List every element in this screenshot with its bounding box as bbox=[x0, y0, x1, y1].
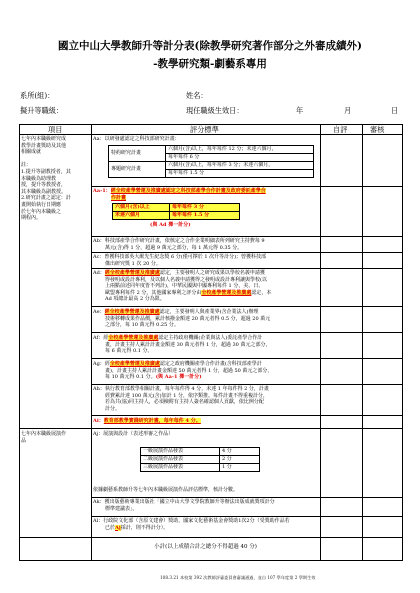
name-label: 姓名： bbox=[186, 91, 208, 100]
aa1-note: (與 Ad 擇一計分) bbox=[150, 222, 191, 228]
section-performance-label: 七年內本職級展演作 品 bbox=[21, 431, 67, 444]
rank-label: 擬升等職級： bbox=[20, 106, 64, 115]
criterion-af: Af：經全校產學營運及推廣處認定主持政府機關(企業與法人)委託產學合作計 畫，計畫主持人累計計畫金額達 30 萬元者得 1 分，超過 30 萬元之部分， 每 6 萬元得 0.1 分。 bbox=[93, 335, 271, 355]
day-label: 日 bbox=[391, 106, 399, 115]
subtotal-label: 小計(以上成積合計之總分不得超過 40 分) bbox=[154, 544, 257, 550]
criterion-ad: Ad：經全校產學營運及推廣處認定，主要發明人之研究成果以學校名義申請獲 得發明或設計專利，及以個人名義申請獲得之發明或設計專利讓與學校(以 上兩點前述同年度皆不列計)，中華民國與中國專利每件 1 分，美、日、 歐盟專利每件 2 分，其他國家專利之評分由全校產學營運及推廣處認定，本 Ad 項總計最高 2 分為限。 bbox=[93, 270, 272, 303]
criterion-ak: Ak：獲出版藝術專業出版社「國立中山大學文學院教師升等辦法出版成就獎項計分 標準建議表」。 bbox=[93, 499, 275, 512]
criterion-aa1: Aa-1：經全校產學營運及推廣處認定之科技部產學合作計畫及政府委託產學合 作計畫 bbox=[93, 188, 266, 201]
month-label: 月 bbox=[344, 106, 352, 115]
criterion-aj: Aj：展演與設計（表述形審之作品） bbox=[93, 431, 174, 437]
table-row: 一級展演作品發表 4 分 bbox=[141, 448, 260, 456]
dept-label: 系所(組)： bbox=[20, 91, 55, 100]
criterion-ah: Ah：執行教育部教學相關計畫，每年每件得 4 分，未達 1 年每件得 2 分，計畫 經費累計達 100 萬元(含)加計 1 分，依序類推。每件計畫不得重複計分， 若為共(協)同主持人，必須檢附有主持人簽名確認個人貢獻，依比例分配 計分。 bbox=[93, 386, 269, 412]
table-row: 二級展演作品發表 2 分 bbox=[141, 456, 260, 464]
year-label: 年 bbox=[296, 106, 304, 115]
criterion-ac: Ac：曾獲科技部吳大猷先生紀念獎 6 分(僅可擇於 1 次升等計分)；曾獲科技部 傑出研究獎 1 次 20 分。 bbox=[93, 254, 267, 267]
criterion-ae: Ae：經全校產學營運及推廣處認定，主要發明人與產業界(含企業法人)辦理 技術移轉成果作品價，累計核撥金額達 20 萬元者得 0.5 分，超過 20 萬元 之部分，每 10 萬元得 0.25 分。 bbox=[93, 309, 271, 329]
column-criteria-header: 評分標準 bbox=[190, 125, 219, 134]
aj-note: 依據劇藝系教師升等七年內本職級展演作品評估標準，核計分數。 bbox=[93, 487, 239, 493]
aa-plan-table: 特約研究計畫 六個月(含)以上，每年每件 12 分；未達六個月， 每年每件 6 分 專題研究計畫 六個月(含)以上，每年每件 3 分；未達六個月， 每年每件 1.5 分 bbox=[108, 145, 314, 178]
page-subtitle: -教學研究類-劇藝系專用 bbox=[153, 58, 267, 70]
column-self-header: 自評 bbox=[333, 125, 348, 134]
aa1-table: 六個月(含)以上 每年每件 3 分 未達六個月 每年每件 1.5 分 bbox=[112, 203, 240, 220]
table-row: 三級展演作品發表 1 分 bbox=[141, 464, 260, 472]
section-research-label: 七年內本職級研究成 教學計畫獎助及其他 相關成就 註： 1.提升等副教授者，其 本職級為助理教 授，提升等教授者， 其本職級為副教授。 2.研究計畫之認定：計 畫開始執行日期應 於七年內本職級之 期程內。 bbox=[21, 136, 71, 222]
aj-level-table bbox=[140, 447, 260, 472]
criterion-ai: Ai：教育部教學實踐研究計畫，每年每件 4 分。 bbox=[93, 418, 201, 424]
criterion-aa: Aa：以研發處認定之科技部研究計畫： bbox=[93, 136, 180, 142]
current-rank-date-label: 現任職級生效日： bbox=[186, 106, 244, 115]
column-item-header: 項目 bbox=[48, 125, 63, 134]
criterion-ag: Ag：經全校產學營運及推廣處認定之政府機關產學合作計畫(含科技部產學計 畫)，計畫主持人累計計畫金額達 50 萬元者得 1 分，超過 50 萬元之部分， 每 10 萬元得 0.1 分。(與 Aa-1 擇一計分) bbox=[93, 361, 273, 381]
criterion-ab: Ab：科技部產學合作研究計畫，依核定之合作企業明細表所列研究主持費每 9 萬元(含)得 1 分，超過 9 萬元之部分，每 1 萬元得 0.35 分。 bbox=[93, 238, 265, 251]
page-title: 國立中山大學教師升等計分表(除教學研究著作部分之外審成績外) bbox=[58, 40, 362, 52]
column-review-header: 審核 bbox=[370, 125, 385, 134]
footer-note: 108.3.21 本校第 392 次教師評審委員會審議通過，並自 107 學年度第 2 學期生效 bbox=[160, 575, 316, 580]
criterion-al: Al：行政院文化部（含原文建會）獎助，國家文化藝術基金會獎助1次2分（受獎助作品若 已於Aj採計，則不得計分）。 bbox=[93, 518, 290, 531]
